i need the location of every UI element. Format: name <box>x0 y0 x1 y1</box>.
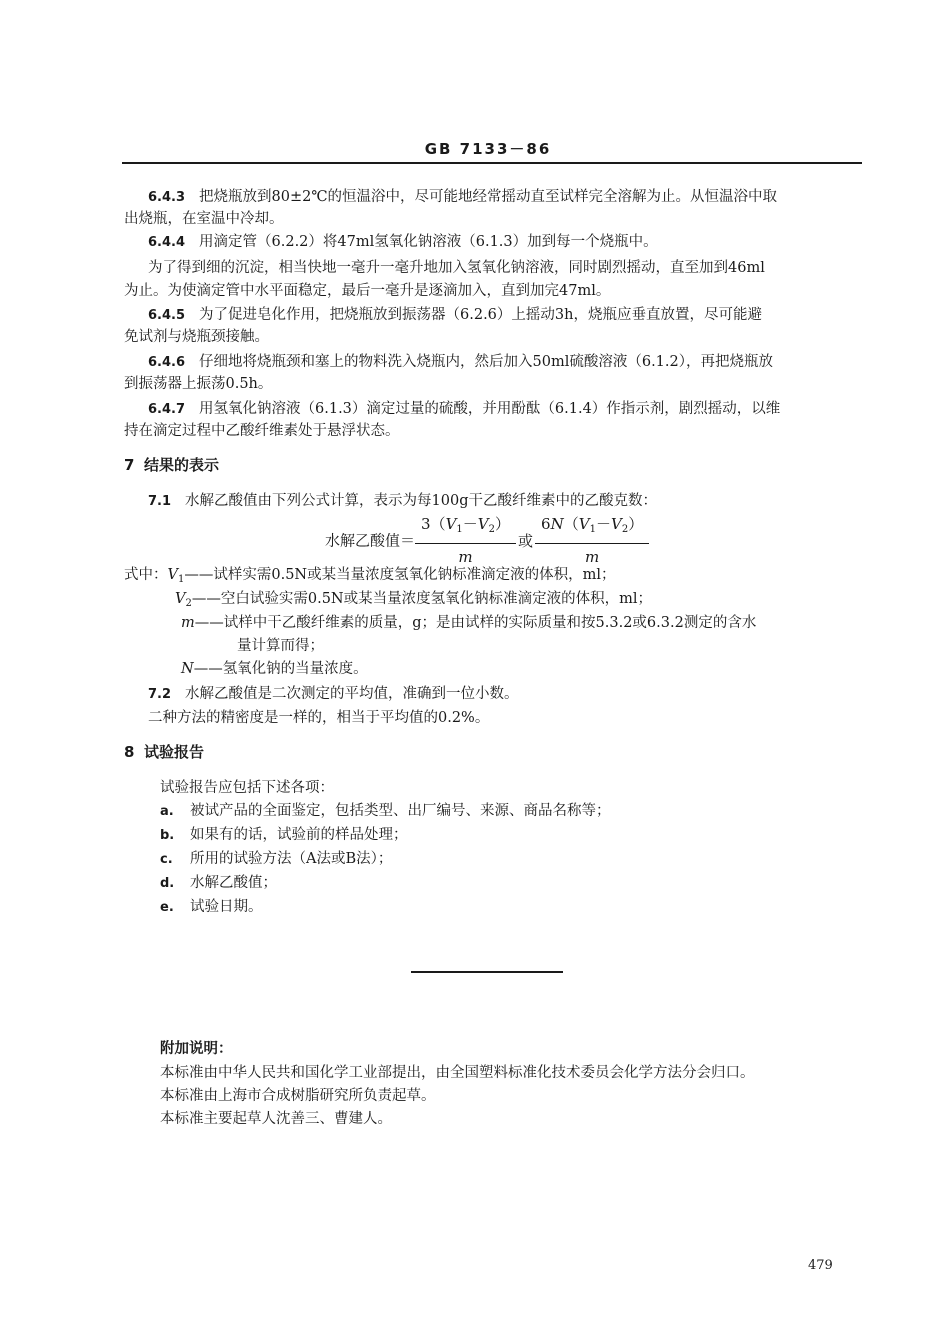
where-m-cont: 量计算而得； <box>237 638 324 654</box>
clause-number: 6.4.3 <box>148 190 186 205</box>
section-number: 7 <box>124 456 135 474</box>
clause-7-2-para2: 二种方法的精密度是一样的，相当于平均值的0.2%。 <box>148 710 490 726</box>
header-rule <box>122 162 862 164</box>
clause-6-4-7 <box>148 398 780 421</box>
clause-number: 6.4.7 <box>148 402 186 417</box>
where-v1: 式中：$V_1——$试样实需0.5N或某当量浓度氢氧化钠标准滴定液的体积，ml； <box>124 567 616 585</box>
fraction-denominator: m <box>585 548 600 566</box>
report-item: c. 所用的试验方法（A法或B法）； <box>160 851 393 867</box>
clause-7-1 <box>148 490 657 513</box>
report-item: b. 如果有的话，试验前的样品处理； <box>160 827 408 843</box>
clause-text: 水解乙酸值由下列公式计算，表示为每100g干乙酸纤维素中的乙酸克数： <box>185 493 657 509</box>
clause-number: 6.4.6 <box>148 355 186 370</box>
formula-or: 或 <box>518 531 534 550</box>
appendix-line: 本标准主要起草人沈善三、曹建人。 <box>160 1111 392 1127</box>
clause-number: 6.4.5 <box>148 308 186 323</box>
report-item: e. 试验日期。 <box>160 899 263 915</box>
clause-number: 7.2 <box>148 687 172 702</box>
clause-text: 仔细地将烧瓶颈和塞上的物料洗入烧瓶内，然后加入50ml硫酸溶液（6.1.2），再把烧瓶放 <box>199 354 773 370</box>
fraction-denominator: m <box>458 548 473 566</box>
clause-6-4-5 <box>148 304 762 327</box>
clause-number: 6.4.4 <box>148 235 186 250</box>
formula-lhs: 水解乙酸值＝ <box>325 531 416 550</box>
section-title: 结果的表示 <box>144 456 220 474</box>
clause-6-4-4 <box>148 231 658 254</box>
formula-fraction-1 <box>415 513 516 568</box>
section-number: 8 <box>124 743 135 761</box>
clause-6-4-3 <box>148 186 777 209</box>
clause-text: 用氢氧化钠溶液（6.1.3）滴定过量的硫酸，并用酚酞（6.1.4）作指示剂，剧烈摇动，以维 <box>199 401 781 417</box>
where-n: N——氢氧化钠的当量浓度。 <box>181 661 368 677</box>
fraction-numerator: $6N(V_1-V_2)$ <box>535 513 649 544</box>
clause-text: 水解乙酸值是二次测定的平均值，准确到一位小数。 <box>185 686 519 702</box>
clause-6-4-4-para2-cont: 为止。为使滴定管中水平面稳定，最后一毫升是逐滴加入，直到加完47ml。 <box>124 283 611 299</box>
where-m: m——试样中干乙酸纤维素的质量，g；是由试样的实际质量和按5.3.2或6.3.2测定的含水 <box>181 615 757 631</box>
clause-number: 7.1 <box>148 494 172 509</box>
end-of-standard-rule <box>411 971 563 973</box>
appendix-title: 附加说明： <box>160 1040 233 1057</box>
clause-text: 用滴定管（6.2.2）将47ml氢氧化钠溶液（6.1.3）加到每一个烧瓶中。 <box>199 234 658 250</box>
hydrolysis-formula <box>325 513 649 568</box>
clause-6-4-6 <box>148 351 773 374</box>
fraction-numerator: $3(V_1-V_2)$ <box>415 513 516 544</box>
report-intro: 试验报告应包括下述各项： <box>160 780 334 796</box>
clause-6-4-3-cont: 出烧瓶，在室温中冷却。 <box>124 211 284 227</box>
where-lead: 式中： <box>124 567 168 583</box>
where-v2: $V_2——$空白试验实需0.5N或某当量浓度氢氧化钠标准滴定液的体积，ml； <box>175 591 652 609</box>
appendix-line: 本标准由上海市合成树脂研究所负责起草。 <box>160 1088 436 1104</box>
section-7-heading <box>124 454 219 475</box>
section-title: 试验报告 <box>144 743 205 761</box>
report-item: a. 被试产品的全面鉴定，包括类型、出厂编号、来源、商品名称等； <box>160 803 611 819</box>
page-header-title: GB 7133－86 <box>424 140 552 158</box>
page-number: 479 <box>808 1258 833 1273</box>
clause-6-4-7-cont: 持在滴定过程中乙酸纤维素处于悬浮状态。 <box>124 423 400 439</box>
appendix-line: 本标准由中华人民共和国化学工业部提出，由全国塑料标准化技术委员会化学方法分会归口。 <box>160 1065 755 1081</box>
clause-6-4-6-cont: 到振荡器上振荡0.5h。 <box>124 376 273 392</box>
clause-7-2 <box>148 683 519 706</box>
clause-6-4-5-cont: 免试剂与烧瓶颈接触。 <box>124 329 269 345</box>
report-item: d. 水解乙酸值； <box>160 875 277 891</box>
clause-6-4-4-para2: 为了得到细的沉淀，相当快地一毫升一毫升地加入氢氧化钠溶液，同时剧烈摇动，直至加到46ml <box>148 260 765 276</box>
clause-text: 为了促进皂化作用，把烧瓶放到振荡器（6.2.6）上摇动3h，烧瓶应垂直放置，尽可能避 <box>199 307 762 323</box>
formula-fraction-2 <box>535 513 649 568</box>
section-8-heading <box>124 741 204 762</box>
clause-text: 把烧瓶放到80±2℃的恒温浴中，尽可能地经常摇动直至试样完全溶解为止。从恒温浴中取 <box>199 189 778 205</box>
